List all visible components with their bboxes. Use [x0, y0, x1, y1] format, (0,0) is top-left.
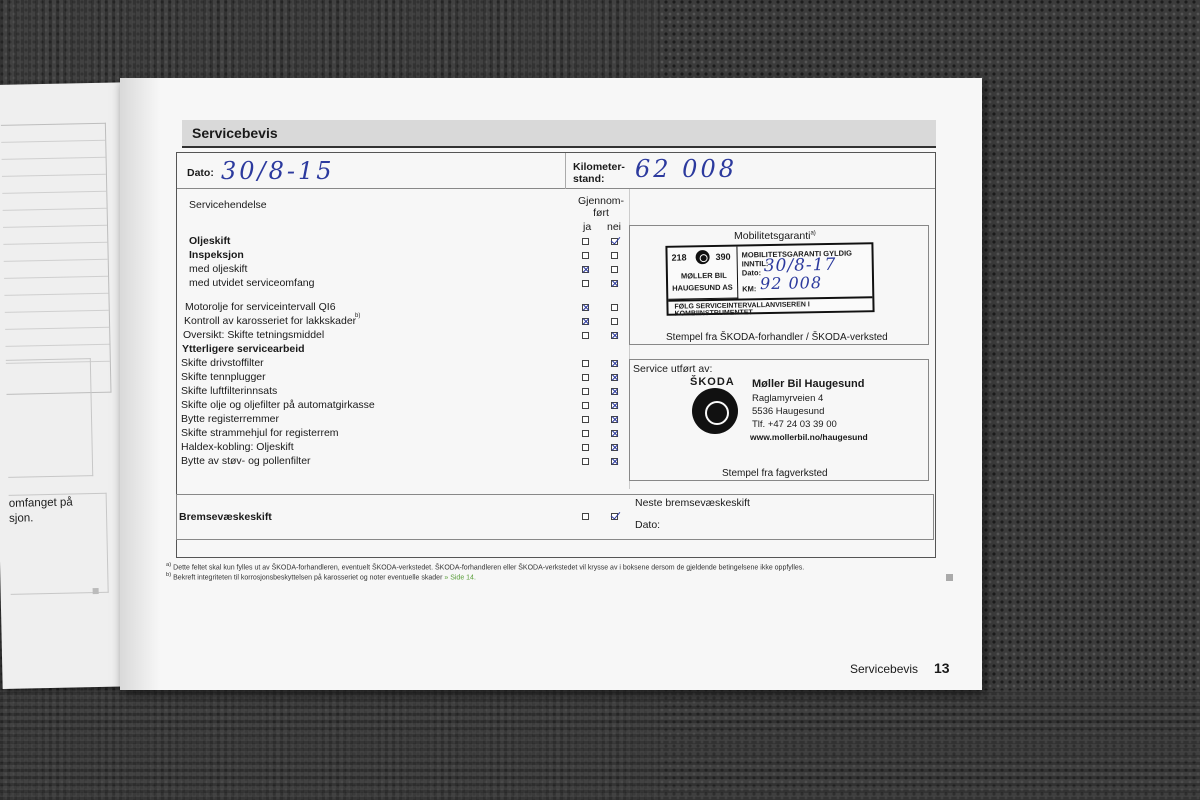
no-label: nei — [607, 221, 622, 233]
service-item-yes-checkbox[interactable] — [582, 430, 589, 437]
service-item-label: Inspeksjon — [189, 249, 244, 261]
service-event-label: Servicehendelse — [189, 199, 267, 211]
brake-fluid-no-checkbox[interactable] — [611, 513, 618, 520]
service-item-no-checkbox[interactable] — [611, 374, 618, 381]
next-brake-fluid-date-label: Dato: — [635, 519, 661, 531]
service-item-label: Ytterligere servicearbeid — [182, 343, 305, 355]
left-page-text-line-1: omfanget på — [8, 496, 73, 510]
mobility-title — [734, 230, 816, 242]
footnote-a-mark: a) — [166, 562, 172, 568]
brake-fluid-label: Bremsevæskeskift — [179, 511, 272, 523]
service-item-label: Oversikt: Skifte tetningsmiddel — [183, 329, 325, 341]
service-item-yes-checkbox[interactable] — [582, 374, 589, 381]
dealer-website: www.mollerbil.no/haugesund — [750, 432, 868, 442]
service-item-no-checkbox[interactable] — [611, 332, 618, 339]
km-label — [573, 161, 625, 185]
date-value[interactable]: 30/8-15 — [221, 157, 335, 185]
left-page-box — [6, 358, 93, 478]
service-item-no-checkbox[interactable] — [611, 360, 618, 367]
next-brake-fluid-label: Neste bremsevæskeskift — [635, 497, 750, 509]
dealer-name: Møller Bil Haugesund — [752, 378, 865, 390]
performed-label-line-1: Gjennom- — [577, 195, 625, 207]
service-item-label: Kontroll av karosseriet for lakkskader — [184, 315, 357, 327]
stamp-km-label: KM: — [742, 284, 757, 294]
service-performed-label: Service utført av: — [633, 363, 713, 375]
date-km-row — [177, 153, 935, 189]
service-item-yes-checkbox[interactable] — [582, 266, 589, 273]
performed-label-line-2: ført — [593, 207, 609, 219]
service-item-label: Bytte registerremmer — [181, 413, 280, 425]
stamp-heading: MOBILITETSGARANTI GYLDIG INNTIL: — [741, 248, 853, 269]
stamp-date-value[interactable]: 30/8-17 — [763, 254, 837, 277]
dealer-address-1: Raglamyrveien 4 — [752, 393, 824, 404]
service-item-label: Oljeskift — [189, 235, 231, 247]
service-item-label: Haldex-kobling: Oljeskift — [181, 441, 294, 453]
service-item-yes-checkbox[interactable] — [582, 388, 589, 395]
footnote-b-text: Bekreft integriteten til korrosjonsbeskyttelsen på karosseriet og noter eventuelle skader — [173, 574, 443, 582]
mobility-title-sup: a) — [810, 230, 816, 237]
service-item-no-checkbox[interactable] — [611, 266, 618, 273]
service-item-label: Motorolje for serviceintervall QI6 — [185, 301, 336, 313]
km-value[interactable]: 62 008 — [635, 155, 737, 183]
date-label: Dato: — [187, 167, 214, 179]
footnote-a-text: Dette feltet skal kun fylles ut av ŠKODA-forhandleren, eventuelt ŠKODA-verkstedet. ŠKODA-forhandleren eller ŠKODA-verkstedet vil krysse av i boksene dersom de gjeldende betingelsene ikke oppfylles. — [173, 564, 805, 572]
page-spine-shadow — [120, 78, 160, 690]
service-item-label: med oljeskift — [189, 263, 248, 275]
top-row-divider — [565, 153, 566, 189]
service-item-no-checkbox[interactable] — [611, 318, 618, 325]
title-bar — [182, 120, 936, 148]
mobility-title-text: Mobilitetsgaranti — [734, 230, 811, 242]
stamp-dealer-line-2: HAUGESUND AS — [672, 282, 733, 293]
service-item-yes-checkbox[interactable] — [582, 458, 589, 465]
seat-fabric-texture-bottom — [0, 690, 1200, 800]
service-item-label: Skifte olje og oljefilter på automatgirkasse — [181, 399, 375, 411]
mobility-guarantee-box — [629, 225, 929, 345]
service-item-yes-checkbox[interactable] — [582, 360, 589, 367]
dealer-phone: Tlf. +47 24 03 39 00 — [752, 419, 837, 430]
mobility-stamp — [665, 242, 874, 316]
service-item-no-checkbox[interactable] — [611, 444, 618, 451]
mobility-stamp-caption: Stempel fra ŠKODA-forhandler / ŠKODA-verksted — [666, 332, 888, 343]
service-item-no-checkbox[interactable] — [611, 238, 618, 245]
skoda-brand-text: ŠKODA — [690, 376, 735, 388]
km-label-line-2: stand: — [573, 173, 605, 185]
service-item-yes-checkbox[interactable] — [582, 402, 589, 409]
footnote-b-mark: b) — [166, 572, 172, 578]
page-number: 13 — [934, 660, 950, 676]
service-item-no-checkbox[interactable] — [611, 280, 618, 287]
km-label-line-1: Kilometer- — [573, 161, 625, 173]
service-item-no-checkbox[interactable] — [611, 252, 618, 259]
left-page-text — [9, 496, 74, 527]
service-item-yes-checkbox[interactable] — [582, 416, 589, 423]
stamp-number-right: 390 — [715, 251, 731, 262]
stamp-km-value[interactable]: 92 008 — [759, 273, 823, 294]
brake-fluid-yes-checkbox[interactable] — [582, 513, 589, 520]
footnote-b — [166, 572, 476, 581]
performed-label — [575, 195, 627, 219]
service-item-yes-checkbox[interactable] — [582, 444, 589, 451]
service-item-label: med utvidet serviceomfang — [189, 277, 315, 289]
service-item-no-checkbox[interactable] — [611, 458, 618, 465]
service-certificate-page — [120, 78, 982, 690]
service-performed-box — [629, 359, 929, 481]
service-item-yes-checkbox[interactable] — [582, 318, 589, 325]
stamp-date-label: Dato: — [741, 268, 762, 278]
footnote-b-page-link[interactable]: » Side 14. — [444, 574, 476, 582]
yes-label: ja — [583, 221, 592, 233]
service-item-yes-checkbox[interactable] — [582, 332, 589, 339]
service-item-no-checkbox[interactable] — [611, 304, 618, 311]
service-item-yes-checkbox[interactable] — [582, 280, 589, 287]
footnote-a — [166, 562, 804, 571]
page-title: Servicebevis — [192, 125, 278, 141]
service-item-yes-checkbox[interactable] — [582, 304, 589, 311]
service-item-label: Bytte av støv- og pollenfilter — [181, 455, 311, 467]
service-item-yes-checkbox[interactable] — [582, 238, 589, 245]
left-page-marker — [93, 588, 99, 594]
service-item-no-checkbox[interactable] — [611, 402, 618, 409]
stamp-footer: FØLG SERVICEINTERVALLANVISEREN I KOMBIINSTRUMENTET — [674, 301, 810, 318]
dealer-address-2: 5536 Haugesund — [752, 406, 825, 417]
service-item-label: Skifte strammehjul for registerrem — [181, 427, 339, 439]
stamp-dealer-line-1: MØLLER BIL — [680, 270, 727, 281]
service-item-label: Skifte tennplugger — [181, 371, 266, 383]
service-item-yes-checkbox[interactable] — [582, 252, 589, 259]
left-page-text-line-2: sjon. — [8, 512, 34, 525]
service-item-no-checkbox[interactable] — [611, 430, 618, 437]
workshop-stamp-caption: Stempel fra fagverksted — [722, 468, 828, 479]
service-item-no-checkbox[interactable] — [611, 416, 618, 423]
brake-fluid-row — [176, 494, 934, 540]
service-item-no-checkbox[interactable] — [611, 388, 618, 395]
service-item-label: Skifte luftfilterinnsats — [181, 385, 278, 397]
service-item-footnote-mark: b) — [355, 313, 361, 319]
stamp-number-left: 218 — [671, 252, 687, 263]
service-item-label: Skifte drivstoffilter — [181, 357, 264, 369]
footer-title: Servicebevis — [850, 662, 919, 676]
left-page-ruled-lines — [1, 123, 112, 395]
skoda-logo-large-icon — [692, 388, 738, 434]
page-marker — [946, 574, 953, 581]
